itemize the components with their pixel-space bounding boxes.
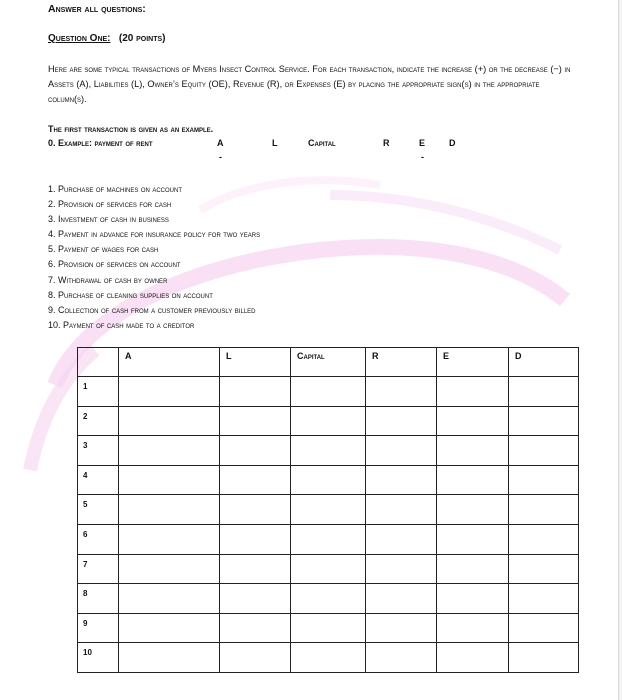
answer-cell[interactable] (366, 495, 437, 525)
page-title: Answer all questions: (48, 3, 146, 15)
answer-cell[interactable] (366, 613, 437, 643)
answer-cell[interactable] (366, 406, 437, 436)
list-item: 10. Payment of cash made to a creditor (48, 319, 195, 330)
table-header-cell: E (437, 348, 509, 377)
answer-cell[interactable] (291, 465, 366, 495)
row-number: 1 (78, 377, 119, 407)
answer-cell[interactable] (119, 643, 220, 673)
answer-cell[interactable] (437, 554, 509, 584)
example-col-d: D (449, 138, 456, 148)
example-col-r: R (383, 138, 390, 148)
answer-cell[interactable] (509, 524, 579, 554)
example-col-l: L (272, 138, 278, 148)
question-heading (48, 33, 165, 44)
list-item: 5. Payment of wages for cash (48, 244, 159, 255)
answer-cell[interactable] (437, 584, 509, 614)
row-number: 5 (78, 495, 119, 525)
table-row (78, 584, 579, 614)
answer-cell[interactable] (119, 554, 220, 584)
row-number: 8 (78, 584, 119, 614)
question-points: (20 points) (118, 33, 166, 44)
answer-cell[interactable] (509, 613, 579, 643)
answer-cell[interactable] (437, 495, 509, 525)
example-row-label: 0. Example: payment of rent (48, 138, 153, 148)
example-sign-e: - (421, 152, 424, 162)
example-col-capital: Capital (308, 138, 336, 148)
row-number: 10 (78, 643, 119, 673)
answer-cell[interactable] (509, 465, 579, 495)
answer-cell[interactable] (220, 406, 291, 436)
transaction-list (48, 182, 260, 333)
answer-cell[interactable] (220, 554, 291, 584)
table-row (78, 495, 579, 525)
answer-table (77, 347, 579, 673)
table-header-cell: L (220, 348, 291, 377)
answer-cell[interactable] (291, 613, 366, 643)
table-row (78, 613, 579, 643)
answer-cell[interactable] (509, 436, 579, 466)
answer-cell[interactable] (437, 436, 509, 466)
answer-cell[interactable] (509, 584, 579, 614)
row-number: 2 (78, 406, 119, 436)
list-item: 1. Purchase of machines on account (48, 184, 183, 194)
answer-cell[interactable] (366, 643, 437, 673)
answer-cell[interactable] (119, 613, 220, 643)
table-header-cell: A (119, 348, 220, 377)
answer-cell[interactable] (437, 406, 509, 436)
list-item: 2. Provision of services for cash (48, 199, 172, 210)
answer-cell[interactable] (119, 524, 220, 554)
answer-cell[interactable] (366, 554, 437, 584)
answer-cell[interactable] (119, 465, 220, 495)
example-col-e: E (419, 138, 426, 148)
table-row (78, 554, 579, 584)
row-number: 9 (78, 613, 119, 643)
answer-cell[interactable] (509, 554, 579, 584)
row-number: 6 (78, 524, 119, 554)
row-number: 4 (78, 465, 119, 495)
table-row (78, 524, 579, 554)
list-item: 6. Provision of services on account (48, 259, 181, 270)
answer-cell[interactable] (220, 643, 291, 673)
answer-cell[interactable] (291, 643, 366, 673)
answer-cell[interactable] (509, 495, 579, 525)
answer-cell[interactable] (291, 406, 366, 436)
example-title: The first transaction is given as an example. (48, 124, 214, 134)
row-number: 3 (78, 436, 119, 466)
answer-cell[interactable] (509, 377, 579, 407)
answer-cell[interactable] (366, 377, 437, 407)
list-item: 4. Payment in advance for insurance policy for two years (48, 229, 261, 240)
answer-cell[interactable] (220, 524, 291, 554)
answer-cell[interactable] (220, 584, 291, 614)
table-header-cell (78, 348, 119, 377)
answer-cell[interactable] (220, 465, 291, 495)
table-header-cell: D (509, 348, 579, 377)
list-item: 7. Withdrawal of cash by owner (48, 274, 168, 285)
answer-cell[interactable] (509, 406, 579, 436)
answer-cell[interactable] (437, 613, 509, 643)
table-row (78, 377, 579, 407)
list-item: 9. Collection of cash from a customer previously billed (48, 304, 256, 315)
answer-cell[interactable] (220, 436, 291, 466)
answer-cell[interactable] (291, 524, 366, 554)
answer-cell[interactable] (291, 584, 366, 614)
answer-cell[interactable] (119, 495, 220, 525)
table-header-row (78, 348, 579, 377)
answer-cell[interactable] (220, 377, 291, 407)
question-label: Question One: (48, 33, 111, 44)
answer-cell[interactable] (366, 465, 437, 495)
answer-cell[interactable] (119, 377, 220, 407)
answer-cell[interactable] (366, 524, 437, 554)
answer-cell[interactable] (220, 613, 291, 643)
answer-cell[interactable] (119, 406, 220, 436)
answer-cell[interactable] (366, 584, 437, 614)
answer-cell[interactable] (291, 377, 366, 407)
table-header-cell: R (366, 348, 437, 377)
instructions-paragraph: Here are some typical transactions of Myers Insect Control Service. For each transaction, indicate the increase (+) or the decrease (−) in Assets (A), Liabilities (L), Owner’s Equity (OE), Revenue (R), or Expenses (E) by placing the appropriate sign(s) in the appropriate column(s). (48, 64, 571, 104)
answer-cell[interactable] (291, 495, 366, 525)
answer-cell[interactable] (291, 436, 366, 466)
example-sign-a: - (219, 152, 222, 162)
table-row (78, 465, 579, 495)
answer-cell[interactable] (119, 584, 220, 614)
example-col-a: A (217, 138, 224, 148)
answer-cell[interactable] (509, 643, 579, 673)
answer-cell[interactable] (119, 436, 220, 466)
table-row (78, 643, 579, 673)
row-number: 7 (78, 554, 119, 584)
page-edge (618, 0, 619, 700)
table-header-cell: Capital (291, 348, 366, 377)
answer-cell[interactable] (220, 495, 291, 525)
table-row (78, 406, 579, 436)
answer-cell[interactable] (437, 524, 509, 554)
answer-cell[interactable] (437, 377, 509, 407)
answer-cell[interactable] (437, 643, 509, 673)
answer-cell[interactable] (366, 436, 437, 466)
list-item: 3. Investment of cash in business (48, 214, 169, 225)
answer-cell[interactable] (437, 465, 509, 495)
list-item: 8. Purchase of cleaning supplies on account (48, 289, 213, 300)
answer-cell[interactable] (291, 554, 366, 584)
table-row (78, 436, 579, 466)
